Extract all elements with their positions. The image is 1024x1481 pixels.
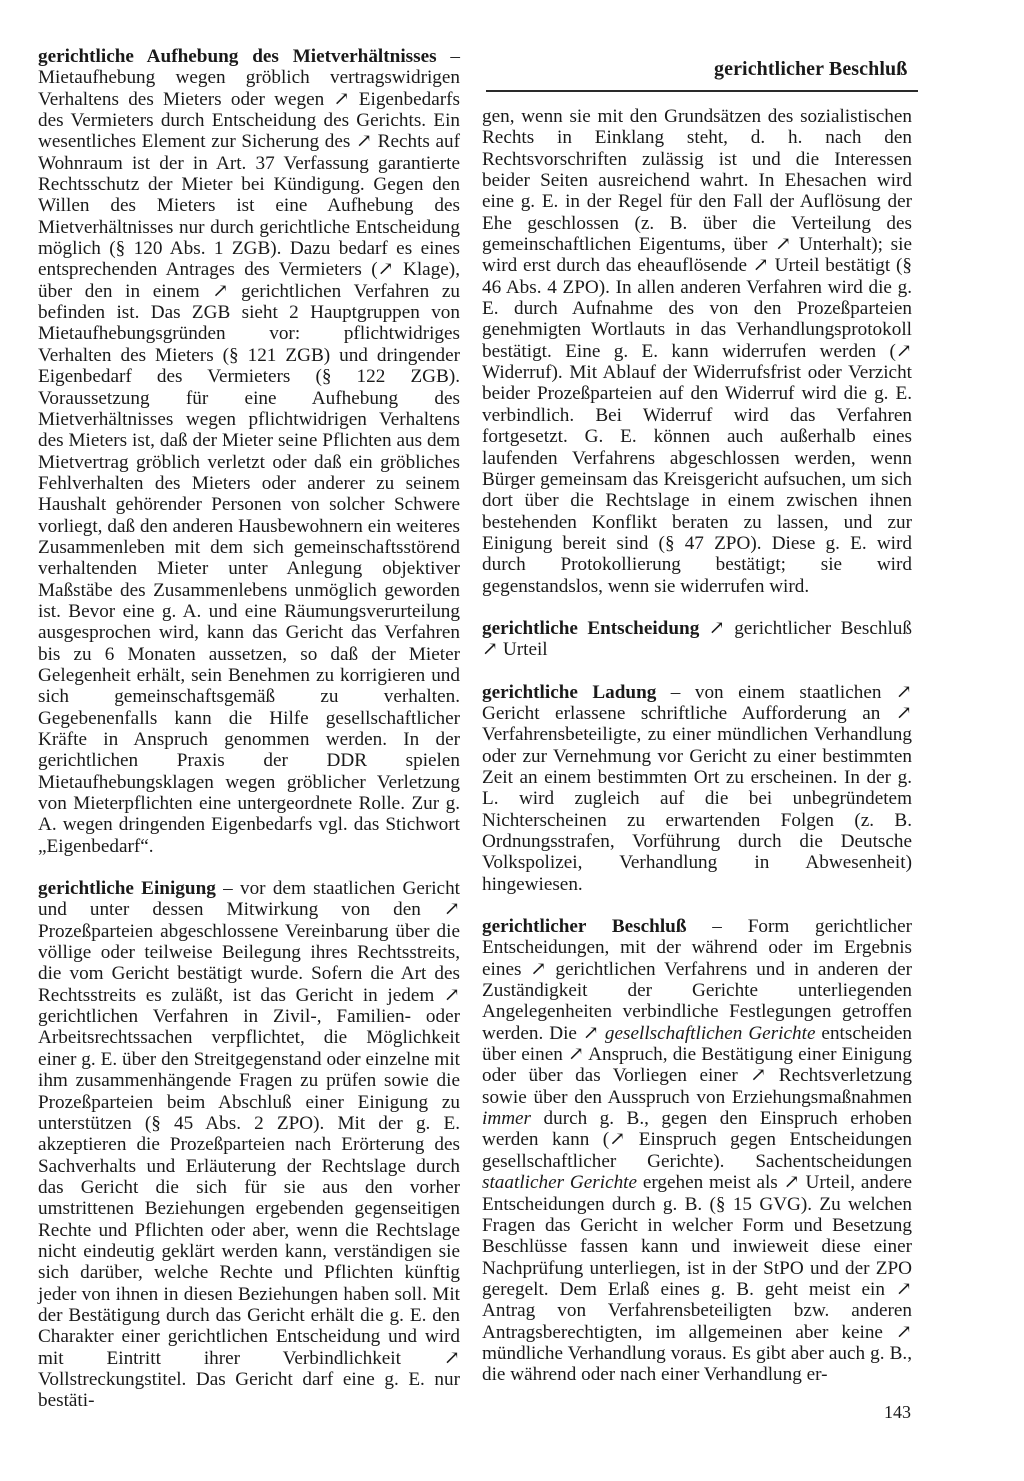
entry-body: – Form gerichtlicher Entscheidungen, mit der während oder im Ergebnis eines ↗ gerichtlichen Verfahrens und in anderen der Zuständigkeit der Gerichte unterliegenden Angelegenheiten verbindliche Festlegungen getroffen werden. Die ↗ xyxy=(482,916,913,1044)
entry-beschluss xyxy=(482,916,912,1386)
entry-einigung xyxy=(38,878,460,1412)
entry-body-continuation: gen, wenn sie mit den Grundsätzen des sozialistischen Rechts in Einklang steht, d. h. nach den Rechtsvorschriften zulässig ist und die Interessen beider Seiten ausreichend wahrt. In Ehesachen wird eine g. E. in der Regel für den Fall der Auflösung der Ehe geschlossen (z. B. über die Verteilung des gemeinschaftlichen Eigentums, über ↗ Unterhalt); sie wird erst durch das eheauflösende ↗ Urteil bestätigt (§ 46 Abs. 4 ZPO). In allen anderen Verfahren wird die g. E. durch Aufnahme des von den Prozeßparteien genehmigten Wortlauts in das Verhandlungsprotokoll bestätigt. Eine g. E. kann widerrufen werden (↗ Widerruf). Mit Ablauf der Widerrufsfrist oder Verzicht beider Prozeßparteien auf den Widerruf wird die g. E. verbindlich. Bei Widerruf wird das Verfahren fortgesetzt. G. E. können auch außerhalb eines laufenden Verfahrens abgeschlossen werden, wenn Bürger gemeinsam das Kreisgericht aufsuchen, um sich dort über die Rechtslage in einem zwischen ihnen bestehenden Konflikt beraten zu lassen, und zur Einigung bereit sind (§ 47 ZPO). Diese g. E. wird durch Protokollierung bestätigt; sie wird gegenstandslos, wenn sie widerrufen wird. xyxy=(482,106,912,597)
entry-italic: staatlicher Gerichte xyxy=(482,1172,638,1194)
right-column xyxy=(482,106,912,1386)
entry-ladung xyxy=(482,682,912,895)
entry-term: gerichtliche Einigung xyxy=(38,878,216,900)
running-header: gerichtlicher Beschluß xyxy=(714,58,908,80)
entry-body: ergehen meist als ↗ Urteil, andere Entscheidungen durch g. B. (§ 15 GVG). Zu welchen Fragen das Gericht in welcher Form und Besetzung Beschlüsse fassen kann und inwieweit diese einer Nachprüfung unterliegen, ist in der StPO und der ZPO geregelt. Dem Erlaß eines g. B. geht meist ein ↗ Antrag von Verfahrensbeteiligten bzw. anderen Antragsberechtigten, im allgemeinen aber keine ↗ mündliche Verhandlung voraus. Es gibt aber auch g. B., die während oder nach einer Verhandlung er- xyxy=(482,1172,912,1386)
header-rule xyxy=(486,90,918,92)
entry-term: gerichtliche Ladung xyxy=(482,681,657,703)
entry-term: gerichtliche Aufhebung des Mietverhältnisses xyxy=(38,46,437,67)
page-number: 143 xyxy=(884,1402,911,1422)
entry-entscheidung xyxy=(482,618,912,661)
entry-body: entscheiden über einen ↗ Anspruch, die Bestätigung einer Einigung oder über das Vorliegen einer ↗ Rechtsverletzung sowie über den Ausspruch von Erziehungsmaßnahmen xyxy=(482,1022,912,1108)
entry-term: gerichtliche Entscheidung xyxy=(482,617,700,639)
entry-body: durch g. B., gegen den Einspruch erhoben werden kann (↗ Einspruch gegen Entscheidungen gesellschaftlicher Gerichte). Sachentscheidungen xyxy=(482,1108,912,1172)
entry-term: gerichtlicher Beschluß xyxy=(482,916,687,938)
entry-aufhebung-mietverhaeltnis xyxy=(38,46,460,857)
entry-body: – von einem staatlichen ↗ Gericht erlassene schriftliche Aufforderung an ↗ Verfahrensbeteiligte, zu einer mündlichen Verhandlung oder zur Vernehmung vor Gericht zu einer bestimmten Zeit an einem bestimmten Ort zu erscheinen. In der g. L. wird zugleich auf die bei unbegründetem Nichterscheinen zu erwartenden Folgen (z. B. Ordnungsstrafen, Vorführung durch die Deutsche Volkspolizei, Verhandlung in Abwesenheit) hingewiesen. xyxy=(482,681,912,895)
entry-italic: immer xyxy=(482,1108,532,1130)
entry-body: ↗ gerichtlicher Beschluß ↗ Urteil xyxy=(482,617,912,661)
entry-einigung-continued xyxy=(482,106,912,597)
entry-body: – Mietaufhebung wegen gröblich vertragswidrigen Verhaltens des Mieters oder wegen ↗ Eigenbedarfs des Vermieters durch Entscheidung des Gerichts. Ein wesentliches Element zur Sicherung des ↗ Rechts auf Wohnraum ist der in Art. 37 Verfassung garantierte Rechtsschutz der Mieter bei Kündigung. Gegen den Willen des Mieters ist eine Aufhebung des Mietverhältnisses nur durch gerichtliche Entscheidung möglich (§ 120 Abs. 1 ZGB). Dazu bedarf es eines entsprechenden Antrages des Vermieters (↗ Klage), über den in einem ↗ gerichtlichen Verfahren zu befinden ist. Das ZGB sieht 2 Hauptgruppen von Mietaufhebungsgründen vor: pflichtwidriges Verhalten des Mieters (§ 121 ZGB) und dringender Eigenbedarf des Vermieters (§ 122 ZGB). Voraussetzung für eine Aufhebung des Mietverhältnisses wegen pflichtwidrigen Verhaltens des Mieters ist, daß der Mieter seine Pflichten aus dem Mietvertrag gröblich verletzt oder daß ein gröbliches Fehlverhalten des Mieters oder anderer zu seinem Haushalt gehörender Personen von solcher Schwere vorliegt, daß den anderen Hausbewohnern ein weiteres Zusammenleben mit dem sich gemeinschaftsstörend verhaltenden Mieter unter Anlegung objektiver Maßstäbe des Zusammenlebens unmöglich geworden ist. Bevor eine g. A. und eine Räumungsverurteilung ausgesprochen wird, kann das Gericht das Verfahren bis zu 6 Monaten aussetzen, so daß der Mieter Gelegenheit erhält, sein Benehmen zu korrigieren und sich gemeinschaftsgemäß zu verhalten. Gegebenenfalls kann die Hilfe gesellschaftlicher Kräfte in Anspruch genommen werden. In der gerichtlichen Praxis der DDR spielen Mietaufhebungsklagen wegen gröblicher Verletzung von Mieterpflichten eine untergeordnete Rolle. Zur g. A. wegen dringenden Eigenbedarfs vgl. das Stichwort „Eigenbedarf“. xyxy=(38,46,460,857)
left-column xyxy=(38,46,460,1412)
entry-italic: gesellschaftlichen Gerichte xyxy=(604,1022,816,1044)
entry-body: – vor dem staatlichen Gericht und unter dessen Mitwirkung von den ↗ Prozeßparteien abgeschlossene Vereinbarung über die völlige oder teilweise Beilegung ihres Rechtsstreits, die vom Gericht bestätigt wurde. Sofern die Art des Rechtsstreits es zuläßt, ist das Gericht in jedem ↗ gerichtlichen Verfahren in Zivil-, Familien- oder Arbeitsrechtssachen verpflichtet, die Möglichkeit einer g. E. über den Streitgegenstand oder einzelne mit ihm zusammenhängende Fragen zu prüfen sowie die Prozeßparteien beim Abschluß einer Einigung zu unterstützen (§ 45 Abs. 2 ZPO). Mit der g. E. akzeptieren die Prozeßparteien nach Erörterung des Sachverhalts und Erläuterung der Rechtslage durch das Gericht die sich für sie aus den vorher umstrittenen Beziehungen ergebenden gegenseitigen Rechte und Pflichten oder aber, wenn die Rechtslage nicht eindeutig geklärt werden kann, verständigen sie sich darüber, welche Rechte und Pflichten künftig jeder von ihnen in diesen Beziehungen haben soll. Mit der Bestätigung durch das Gericht erhält die g. E. den Charakter einer gerichtlichen Entscheidung und wird mit Eintritt ihrer Verbindlichkeit ↗ Vollstreckungstitel. Das Gericht darf eine g. E. nur bestäti- xyxy=(38,878,460,1412)
